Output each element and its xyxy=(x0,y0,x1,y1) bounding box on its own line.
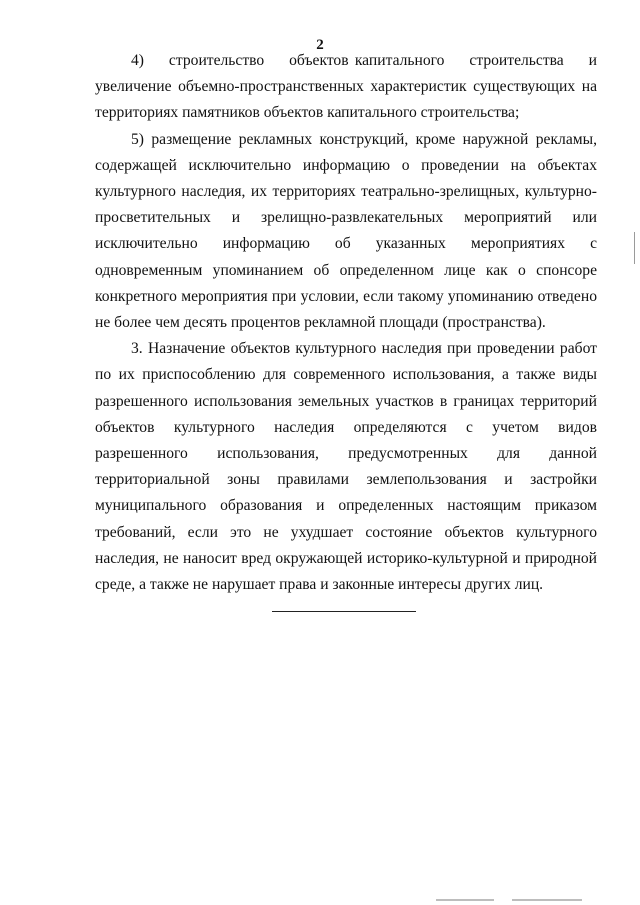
scan-smudge-right xyxy=(512,899,582,901)
scan-smudge-left xyxy=(436,899,494,901)
document-body xyxy=(95,48,597,598)
paragraph-item-4: 4) строительство объектов капитального строительства и увеличение объемно-пространственных характеристик существующих на территориях памятников объектов капитального строительства; xyxy=(95,52,597,122)
page-number: 2 xyxy=(316,37,324,53)
paragraph-item-5: 5) размещение рекламных конструкций, кроме наружной рекламы, содержащей исключительно информацию о проведении на объектах культурного наследия, их территориях театрально-зрелищных, культурно-просветительных и зрелищно-развлекательных мероприятий или исключительно информацию об указанных мероприятиях с одновременным упоминанием об определенном лице как о спонсоре конкретного мероприятия при условии, если такому упоминанию отведено не более чем десять процентов рекламной площади (пространства). xyxy=(95,130,597,332)
scan-edge-mark xyxy=(634,232,635,264)
end-separator-line xyxy=(272,611,416,612)
paragraph-section-3: 3. Назначение объектов культурного наследия при проведении работ по их приспособлению для современного использования, а также виды разрешенного использования земельных участков в границах территорий объектов культурного наследия определяются с учетом видов разрешенного использования, предусмотренных для данной территориальной зоны правилами землепользования и застройки муниципального образования и определенных настоящим приказом требований, если это не ухудшает состояние объектов культурного наследия, не наносит вред окружающей историко-культурной и природной среде, а также не нарушает права и законные интересы других лиц. xyxy=(95,340,597,594)
